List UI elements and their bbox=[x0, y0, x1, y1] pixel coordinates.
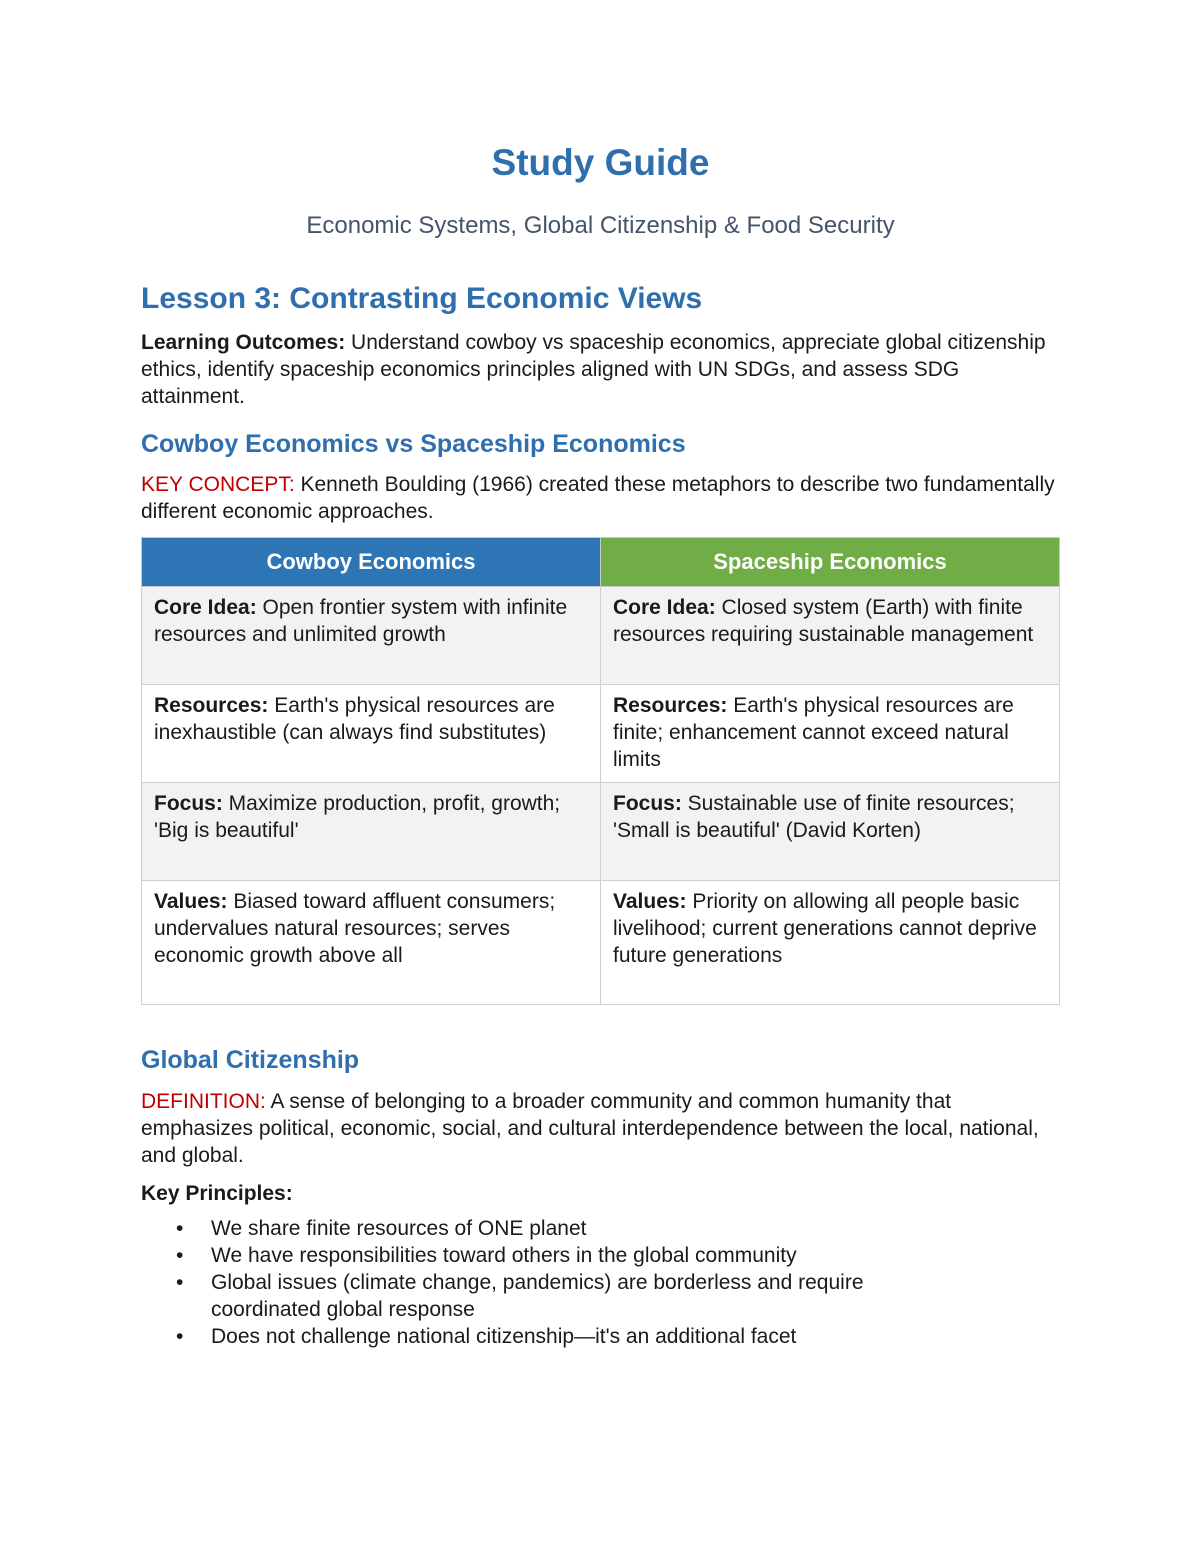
table-row bbox=[142, 587, 1060, 685]
lesson-heading: Lesson 3: Contrasting Economic Views bbox=[141, 282, 703, 315]
cell-label: Core Idea: bbox=[154, 596, 257, 619]
list-item-text: We have responsibilities toward others in the global community bbox=[211, 1244, 797, 1267]
cowboy-economics-header: Cowboy Economics bbox=[142, 538, 601, 587]
list-item bbox=[141, 1323, 971, 1350]
key-concept-text: Kenneth Boulding (1966) created these metaphors to describe two fundamentally different economic approaches. bbox=[141, 473, 1055, 523]
bullet-icon: • bbox=[176, 1325, 184, 1348]
cowboy-vs-spaceship-heading: Cowboy Economics vs Spaceship Economics bbox=[141, 430, 686, 458]
learning-outcomes-text: Understand cowboy vs spaceship economics, appreciate global citizenship ethics, identify spaceship economics principles aligned with UN SDGs, and assess SDG attainment. bbox=[141, 331, 1046, 408]
cell-text: Biased toward affluent consumers; undervalues natural resources; serves economic growth above all bbox=[154, 890, 556, 967]
cell-text: Earth's physical resources are inexhaustible (can always find substitutes) bbox=[154, 694, 555, 744]
list-item-text: We share finite resources of ONE planet bbox=[211, 1217, 587, 1240]
cell-text: Priority on allowing all people basic livelihood; current generations cannot deprive future generations bbox=[613, 890, 1037, 967]
bullet-icon: • bbox=[176, 1244, 184, 1267]
spaceship-cell bbox=[601, 881, 1060, 1005]
cell-text: Closed system (Earth) with finite resources requiring sustainable management bbox=[613, 596, 1034, 646]
definition bbox=[141, 1088, 1060, 1169]
cowboy-cell bbox=[142, 587, 601, 685]
list-item-text: Global issues (climate change, pandemics) are borderless and require coordinated global response bbox=[211, 1271, 864, 1321]
spaceship-cell bbox=[601, 685, 1060, 783]
cell-text: Maximize production, profit, growth; 'Big is beautiful' bbox=[154, 792, 561, 842]
table-row bbox=[142, 685, 1060, 783]
list-item bbox=[141, 1215, 971, 1242]
list-item-text: Does not challenge national citizenship—it's an additional facet bbox=[211, 1325, 797, 1348]
spaceship-cell bbox=[601, 587, 1060, 685]
key-concept bbox=[141, 471, 1060, 525]
learning-outcomes bbox=[141, 329, 1060, 410]
list-item bbox=[141, 1269, 971, 1323]
cell-label: Values: bbox=[154, 890, 228, 913]
document-subtitle: Economic Systems, Global Citizenship & Food Security bbox=[306, 212, 895, 239]
spaceship-economics-header: Spaceship Economics bbox=[601, 538, 1060, 587]
cell-text: Open frontier system with infinite resources and unlimited growth bbox=[154, 596, 568, 646]
cell-label: Focus: bbox=[613, 792, 682, 815]
cell-label: Core Idea: bbox=[613, 596, 716, 619]
cell-text: Sustainable use of finite resources; 'Small is beautiful' (David Korten) bbox=[613, 792, 1015, 842]
bullet-icon: • bbox=[176, 1217, 184, 1240]
document-title: Study Guide bbox=[491, 142, 710, 183]
bullet-icon: • bbox=[176, 1271, 184, 1294]
spaceship-cell bbox=[601, 783, 1060, 881]
cell-label: Resources: bbox=[154, 694, 269, 717]
key-concept-label: KEY CONCEPT: bbox=[141, 473, 295, 496]
table-row bbox=[142, 783, 1060, 881]
definition-text: A sense of belonging to a broader community and common humanity that emphasizes political, economic, social, and cultural interdependence between the local, national, and global. bbox=[141, 1090, 1039, 1167]
economics-comparison-table bbox=[141, 537, 1060, 1005]
cell-label: Values: bbox=[613, 890, 687, 913]
cell-text: Earth's physical resources are finite; enhancement cannot exceed natural limits bbox=[613, 694, 1014, 771]
global-citizenship-heading: Global Citizenship bbox=[141, 1046, 360, 1074]
key-principles-label: Key Principles: bbox=[141, 1182, 293, 1205]
learning-outcomes-label: Learning Outcomes: bbox=[141, 331, 346, 354]
definition-label: DEFINITION: bbox=[141, 1090, 266, 1113]
cowboy-cell bbox=[142, 783, 601, 881]
list-item bbox=[141, 1242, 971, 1269]
table-row bbox=[142, 881, 1060, 1005]
cell-label: Focus: bbox=[154, 792, 223, 815]
key-principles-list bbox=[141, 1215, 1060, 1350]
cowboy-cell bbox=[142, 685, 601, 783]
cowboy-cell bbox=[142, 881, 601, 1005]
cell-label: Resources: bbox=[613, 694, 728, 717]
